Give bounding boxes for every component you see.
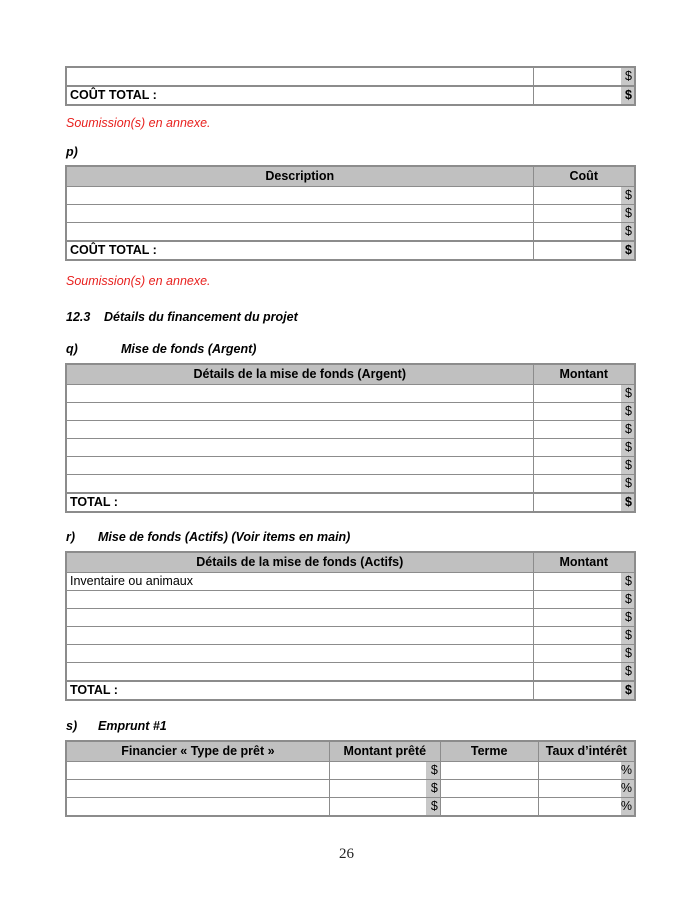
table-row (66, 609, 635, 627)
submission-note: Soumission(s) en annexe. (66, 116, 211, 130)
dollar-unit: $ (621, 663, 635, 682)
detail-cell[interactable] (66, 645, 533, 663)
term-header: Terme (440, 741, 538, 762)
section-r-title: Mise de fonds (Actifs) (Voir items en main) (98, 530, 351, 544)
dollar-unit: $ (621, 573, 635, 591)
lender-cell[interactable] (66, 780, 329, 798)
table-row (66, 403, 635, 421)
dollar-unit: $ (426, 762, 440, 780)
amount-cell[interactable] (533, 457, 621, 475)
term-cell[interactable] (440, 798, 538, 817)
dollar-unit: $ (621, 187, 635, 205)
detail-cell[interactable] (66, 439, 533, 457)
interest-rate-header: Taux d’intérêt (538, 741, 635, 762)
page-number: 26 (339, 846, 354, 862)
interest-rate-cell[interactable] (538, 798, 621, 817)
header-row (66, 364, 635, 385)
description-cell[interactable] (66, 205, 533, 223)
amount-header: Montant (533, 552, 635, 573)
total-row (66, 493, 635, 512)
table-row (66, 627, 635, 645)
detail-cell[interactable] (66, 627, 533, 645)
dollar-unit: $ (621, 439, 635, 457)
section-s-label: s) (66, 719, 78, 733)
amount-cell[interactable] (533, 609, 621, 627)
header-row (66, 741, 635, 762)
table-row (66, 645, 635, 663)
dollar-unit: $ (426, 780, 440, 798)
table-row (66, 223, 635, 242)
section-12-3-number: 12.3 (66, 310, 91, 324)
dollar-unit: $ (621, 403, 635, 421)
submission-note: Soumission(s) en annexe. (66, 274, 211, 288)
cash-contribution-table (65, 363, 636, 513)
table-row (66, 475, 635, 494)
loan-amount-header: Montant prêté (329, 741, 440, 762)
dollar-unit: $ (621, 493, 635, 512)
table-row (66, 439, 635, 457)
interest-rate-cell[interactable] (538, 780, 621, 798)
total-amount-cell[interactable] (533, 681, 621, 700)
detail-cell[interactable] (66, 457, 533, 475)
dollar-unit: $ (621, 385, 635, 403)
table-row (66, 798, 635, 817)
table-row (66, 421, 635, 439)
description-cell[interactable] (66, 187, 533, 205)
total-cost-cell[interactable] (533, 86, 621, 105)
table-row (66, 573, 635, 591)
table-row (66, 205, 635, 223)
term-cell[interactable] (440, 780, 538, 798)
table-row (66, 780, 635, 798)
description-cell[interactable] (66, 67, 533, 86)
section-q-title: Mise de fonds (Argent) (121, 342, 257, 356)
table-row (66, 457, 635, 475)
details-header: Détails de la mise de fonds (Actifs) (66, 552, 533, 573)
asset-contribution-table (65, 551, 636, 701)
detail-cell[interactable] (66, 385, 533, 403)
detail-cell[interactable]: Inventaire ou animaux (66, 573, 533, 591)
amount-cell[interactable] (533, 663, 621, 682)
amount-cell[interactable] (533, 591, 621, 609)
section-r-label: r) (66, 530, 76, 544)
section-q-label: q) (66, 342, 78, 356)
table-row (66, 663, 635, 682)
table-row (66, 67, 635, 86)
total-row (66, 86, 635, 105)
dollar-unit: $ (621, 205, 635, 223)
loan-table (65, 740, 636, 817)
lender-cell[interactable] (66, 762, 329, 780)
loan-amount-cell[interactable] (329, 780, 426, 798)
lender-header: Financier « Type de prêt » (66, 741, 329, 762)
table-row (66, 591, 635, 609)
percent-unit: % (621, 798, 635, 817)
cost-cell[interactable] (533, 187, 621, 205)
amount-cell[interactable] (533, 403, 621, 421)
amount-cell[interactable] (533, 475, 621, 494)
description-header: Description (66, 166, 533, 187)
loan-amount-cell[interactable] (329, 798, 426, 817)
details-header: Détails de la mise de fonds (Argent) (66, 364, 533, 385)
dollar-unit: $ (426, 798, 440, 817)
lender-cell[interactable] (66, 798, 329, 817)
loan-amount-cell[interactable] (329, 762, 426, 780)
cost-cell[interactable] (533, 67, 621, 86)
term-cell[interactable] (440, 762, 538, 780)
cost-header: Coût (533, 166, 635, 187)
amount-cell[interactable] (533, 421, 621, 439)
dollar-unit: $ (621, 609, 635, 627)
section-12-3-title: Détails du financement du projet (104, 310, 298, 324)
detail-cell[interactable] (66, 663, 533, 682)
amount-cell[interactable] (533, 385, 621, 403)
detail-cell[interactable] (66, 403, 533, 421)
total-row (66, 241, 635, 260)
cost-table-p (65, 165, 636, 261)
detail-cell[interactable] (66, 591, 533, 609)
dollar-unit: $ (621, 627, 635, 645)
amount-cell[interactable] (533, 645, 621, 663)
detail-cell[interactable] (66, 609, 533, 627)
total-label: COÛT TOTAL : (66, 86, 533, 105)
total-row (66, 681, 635, 700)
amount-cell[interactable] (533, 439, 621, 457)
section-p-label: p) (66, 145, 78, 159)
dollar-unit: $ (621, 645, 635, 663)
table-row (66, 762, 635, 780)
percent-unit: % (621, 762, 635, 780)
dollar-unit: $ (621, 241, 635, 260)
amount-header: Montant (533, 364, 635, 385)
total-amount-cell[interactable] (533, 493, 621, 512)
dollar-unit: $ (621, 591, 635, 609)
amount-cell[interactable] (533, 573, 621, 591)
header-row (66, 166, 635, 187)
detail-cell[interactable] (66, 421, 533, 439)
dollar-unit: $ (621, 223, 635, 242)
dollar-unit: $ (621, 475, 635, 494)
amount-cell[interactable] (533, 627, 621, 645)
interest-rate-cell[interactable] (538, 762, 621, 780)
table-row (66, 385, 635, 403)
header-row (66, 552, 635, 573)
description-cell[interactable] (66, 223, 533, 242)
dollar-unit: $ (621, 681, 635, 700)
percent-unit: % (621, 780, 635, 798)
dollar-unit: $ (621, 67, 635, 86)
section-s-title: Emprunt #1 (98, 719, 167, 733)
detail-cell[interactable] (66, 475, 533, 494)
total-label: TOTAL : (66, 681, 533, 700)
cost-table-o (65, 66, 636, 106)
cost-cell[interactable] (533, 223, 621, 242)
dollar-unit: $ (621, 421, 635, 439)
cost-cell[interactable] (533, 205, 621, 223)
dollar-unit: $ (621, 86, 635, 105)
total-label: COÛT TOTAL : (66, 241, 533, 260)
dollar-unit: $ (621, 457, 635, 475)
table-row (66, 187, 635, 205)
total-cost-cell[interactable] (533, 241, 621, 260)
total-label: TOTAL : (66, 493, 533, 512)
